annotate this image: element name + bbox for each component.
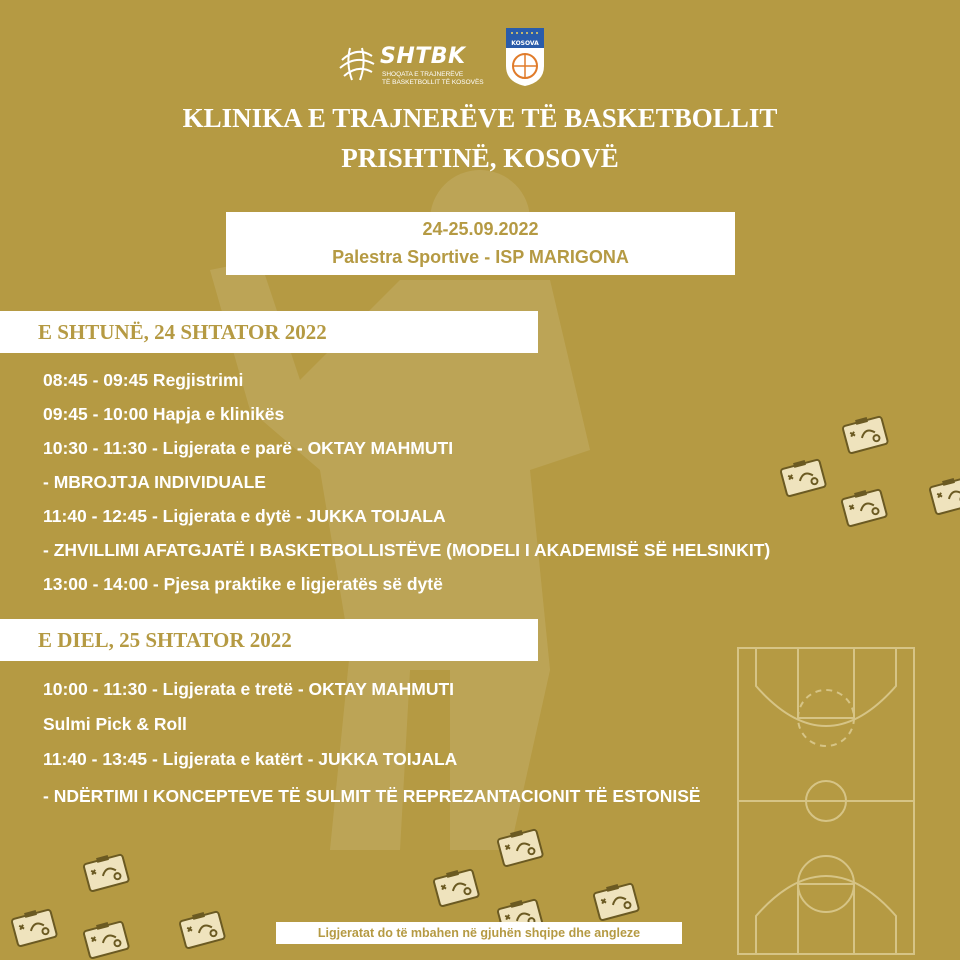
tactic-board-icon (80, 850, 131, 894)
schedule-item: - ZHVILLIMI AFATGJATË I BASKETBOLLISTËVE (MODELI I AKADEMISË SË HELSINKIT) (43, 540, 771, 560)
shtbk-subtitle-2: TË BASKETBOLLIT TË KOSOVËS (382, 79, 484, 86)
tactic-board-icon (777, 455, 828, 499)
tactic-board-icon (8, 905, 59, 949)
shtbk-logo (336, 40, 484, 90)
kosova-label: KOSOVA (511, 40, 539, 47)
schedule-item: 11:40 - 12:45 - Ligjerata e dytë - JUKKA TOIJALA (43, 506, 446, 526)
schedule-item: 11:40 - 13:45 - Ligjerata e katërt - JUKKA TOIJALA (43, 749, 458, 769)
basketball-court-icon (736, 646, 916, 956)
tactic-board-icon (176, 907, 227, 951)
tactic-board-icon (926, 473, 960, 517)
schedule-item: - NDËRTIMI I KONCEPTEVE TË SULMIT TË REPREZANTACIONIT TË ESTONISË (43, 786, 701, 806)
schedule-item: - MBROJTJA INDIVIDUALE (43, 472, 266, 492)
page-title: KLINIKA E TRAJNERËVE TË BASKETBOLLIT (182, 103, 778, 133)
tactic-board-icon (839, 412, 890, 456)
schedule-item: Sulmi Pick & Roll (43, 714, 187, 734)
schedule-item: 10:00 - 11:30 - Ligjerata e tretë - OKTAY MAHMUTI (43, 679, 455, 699)
tactic-board-icon (838, 485, 889, 529)
shtbk-name: SHTBK (380, 44, 466, 69)
tactic-board-icon (590, 879, 641, 923)
schedule-item: 13:00 - 14:00 - Pjesa praktike e ligjeratës së dytë (43, 574, 443, 594)
language-note: Ligjeratat do të mbahen në gjuhën shqipe dhe angleze (276, 922, 682, 944)
tactic-board-icon (80, 917, 131, 960)
basketball-logo-icon (336, 42, 378, 84)
schedule-item: 09:45 - 10:00 Hapja e klinikës (43, 404, 285, 424)
event-venue: Palestra Sportive - ISP MARIGONA (332, 247, 629, 267)
kosova-federation-shield-icon (504, 26, 546, 88)
day-header-sunday: E DIEL, 25 SHTATOR 2022 (0, 619, 538, 661)
schedule-item: 10:30 - 11:30 - Ligjerata e parë - OKTAY MAHMUTI (43, 438, 454, 458)
schedule-item: 08:45 - 09:45 Regjistrimi (43, 370, 244, 390)
shtbk-subtitle-1: SHOQATA E TRAJNERËVE (382, 71, 464, 78)
day-header-saturday: E SHTUNË, 24 SHTATOR 2022 (0, 311, 538, 353)
event-dates: 24-25.09.2022 (422, 219, 539, 239)
tactic-board-icon (430, 865, 481, 909)
page-subtitle: PRISHTINË, KOSOVË (341, 143, 619, 173)
event-date-venue-box (226, 212, 735, 275)
